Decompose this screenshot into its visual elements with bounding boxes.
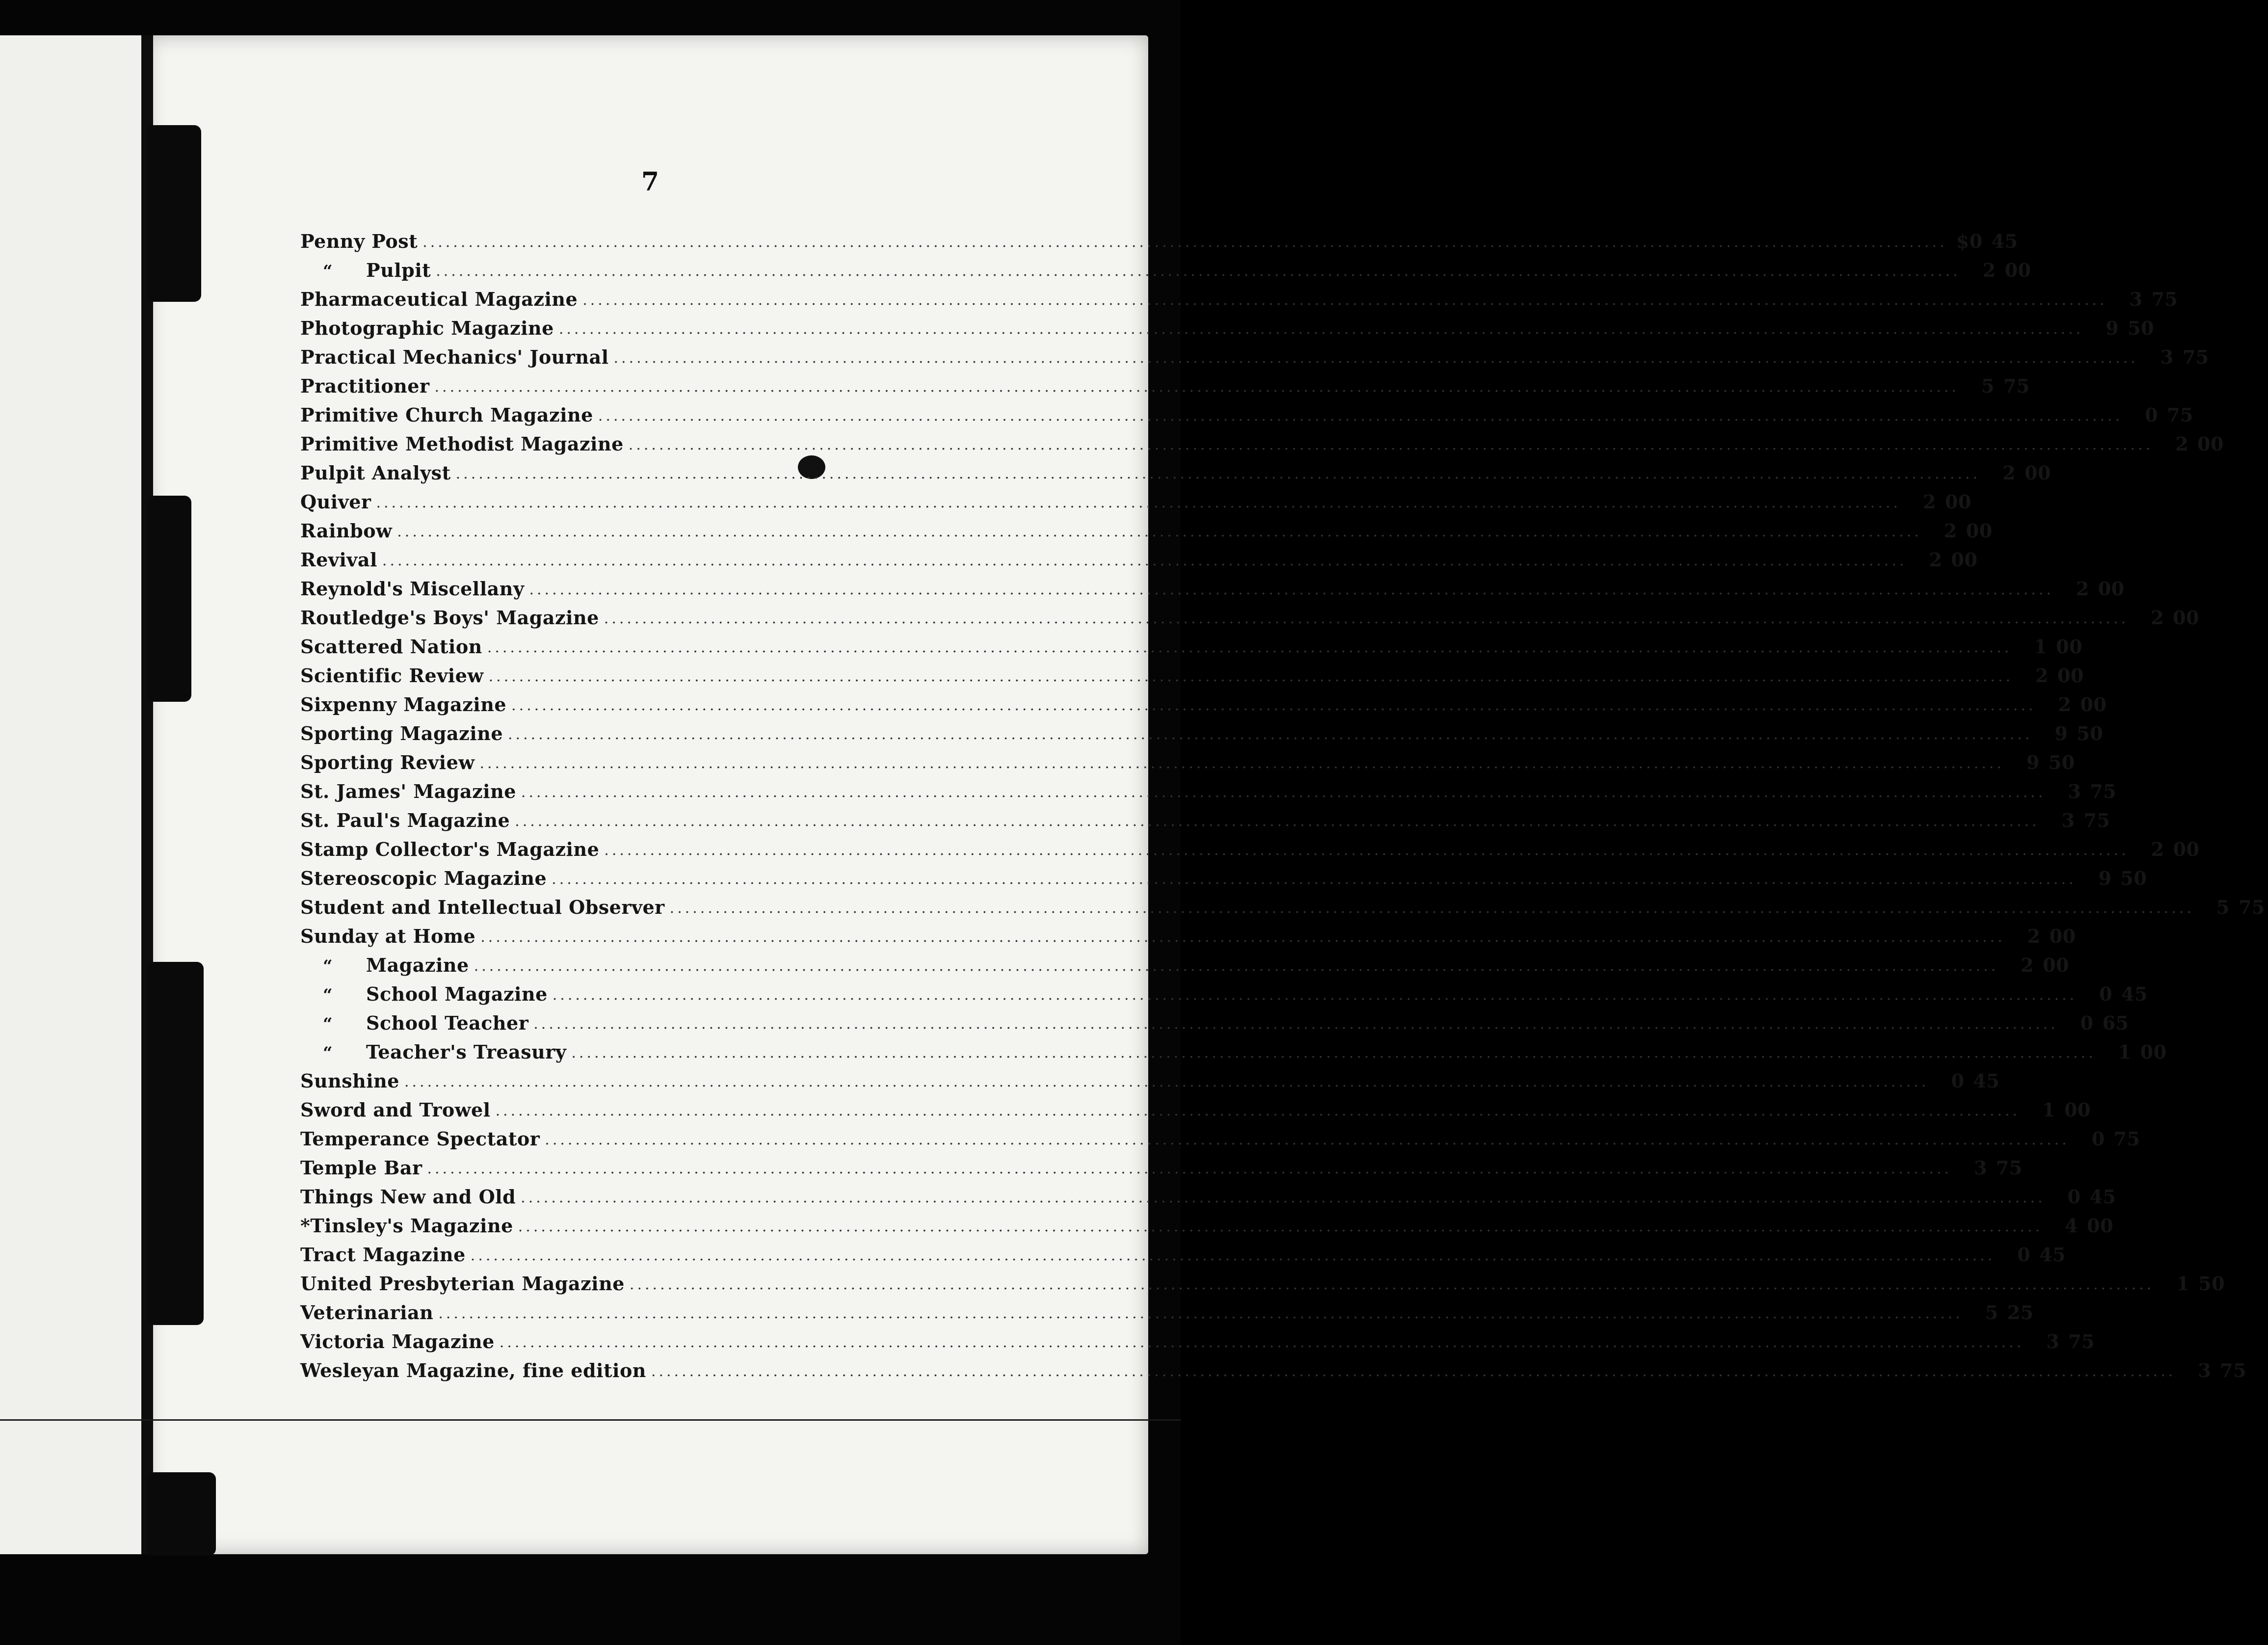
entry-title: School Teacher — [366, 1012, 529, 1034]
list-item — [300, 280, 2178, 310]
entry-title-group — [300, 840, 2136, 859]
price-dollars: 0 — [2145, 404, 2159, 426]
price-cents: 00 — [1945, 491, 1972, 513]
list-item — [300, 917, 2076, 947]
entry-title: Pharmaceutical Magazine — [300, 288, 578, 310]
dot-leader: ........................................................................................................................................................................................................ — [521, 1189, 2046, 1206]
list-item — [300, 1033, 2167, 1063]
entry-title-group — [300, 290, 2114, 309]
price-cents: 00 — [2049, 925, 2076, 947]
binding-tab — [147, 496, 191, 702]
price-dollars: 2 — [2027, 925, 2041, 947]
price-cents: 75 — [1996, 1157, 2023, 1179]
entry-title: Student and Intellectual Observer — [300, 896, 665, 918]
facing-page-strip — [0, 35, 142, 1554]
entry-title-group — [300, 1072, 1936, 1090]
price-dollars: 5 — [1981, 375, 1995, 397]
list-item — [300, 425, 2224, 455]
price-dollars: 3 — [2198, 1359, 2212, 1381]
entry-price — [2061, 580, 2128, 598]
entry-price — [2103, 1043, 2170, 1061]
ditto-mark: “ — [323, 1014, 333, 1034]
entry-title-group — [300, 1014, 2065, 1033]
list-item — [300, 309, 2154, 339]
price-dollars: 3 — [1974, 1157, 1987, 1179]
dot-leader: ........................................................................................................................................................................................................ — [529, 581, 2054, 598]
entry-title: Wesleyan Magazine, fine edition — [300, 1359, 646, 1381]
entry-title-group — [300, 1130, 2077, 1148]
price-cents: 50 — [2120, 867, 2147, 889]
binding-tab — [147, 1472, 216, 1556]
entry-price — [2012, 927, 2079, 946]
magazine-price-list — [300, 222, 2265, 1381]
price-dollars: 4 — [2065, 1215, 2078, 1237]
dot-leader: ........................................................................................................................................................................................................ — [604, 842, 2129, 859]
price-cents: 00 — [2098, 578, 2125, 600]
dot-leader: ........................................................................................................................................................................................................ — [511, 697, 2036, 714]
dot-leader: ........................................................................................................................................................................................................ — [470, 1247, 1996, 1264]
entry-price — [1936, 1072, 2003, 1090]
price-cents: 75 — [2167, 404, 2193, 426]
price-cents: 00 — [1951, 549, 1978, 571]
price-dollars: 3 — [2046, 1330, 2060, 1353]
entry-title-group — [300, 261, 1967, 280]
price-cents: 00 — [2057, 664, 2084, 687]
price-cents: 45 — [2089, 1186, 2116, 1208]
entry-title-group — [300, 666, 2020, 685]
dot-leader: ........................................................................................................................................................................................................ — [629, 1276, 2155, 1293]
price-dollars: 9 — [2098, 867, 2112, 889]
list-item — [300, 946, 2069, 976]
entry-title-group — [300, 1043, 2103, 1061]
entry-price — [1970, 1303, 2037, 1322]
entry-price — [1966, 377, 2033, 396]
entry-title: Stereoscopic Magazine — [300, 867, 547, 889]
entry-price — [2114, 290, 2181, 309]
list-item — [300, 1322, 2095, 1353]
price-cents: 75 — [2068, 1330, 2095, 1353]
entry-price — [1914, 551, 1980, 569]
list-item — [300, 1061, 2000, 1092]
list-item — [300, 1090, 2091, 1121]
entry-title: Primitive Church Magazine — [300, 404, 593, 426]
dot-leader: ........................................................................................................................................................................................................ — [479, 755, 2004, 772]
list-item — [300, 569, 2125, 600]
price-dollars: 2 — [1923, 491, 1936, 513]
entry-title: Scattered Nation — [300, 636, 482, 658]
price-cents: 00 — [2042, 954, 2069, 976]
entry-price — [2027, 1101, 2094, 1119]
dot-leader: ........................................................................................................................................................................................................ — [422, 234, 1948, 251]
entry-price — [2077, 1130, 2143, 1148]
price-cents: 45 — [1973, 1070, 2000, 1092]
list-item — [300, 367, 2030, 397]
entry-title-group — [300, 695, 2043, 714]
entry-title: Tract Magazine — [300, 1244, 466, 1266]
entry-title: Stamp Collector's Magazine — [300, 838, 600, 860]
page-number: 7 — [641, 167, 659, 197]
list-item — [300, 511, 1993, 542]
price-dollars: 2 — [2002, 462, 2016, 484]
entry-title-group — [300, 522, 1929, 540]
entry-title-group — [300, 898, 2201, 917]
entry-price — [2183, 1361, 2249, 1380]
entry-price — [2161, 1274, 2228, 1293]
list-item — [300, 888, 2265, 918]
dot-leader: ........................................................................................................................................................................................................ — [382, 552, 1907, 569]
entry-price — [2043, 695, 2110, 714]
list-item — [300, 859, 2147, 889]
entry-title: Sunday at Home — [300, 925, 476, 947]
entry-title-group — [300, 580, 2061, 598]
list-item — [300, 598, 2199, 629]
price-cents: 00 — [2080, 693, 2107, 716]
price-dollars: 3 — [2061, 809, 2075, 831]
price-dollars: 2 — [2035, 664, 2049, 687]
entry-title: United Presbyterian Magazine — [300, 1273, 625, 1295]
price-dollars: 3 — [2160, 346, 2174, 368]
dot-leader: ........................................................................................................................................................................................................ — [521, 784, 2046, 801]
price-cents: 75 — [2238, 896, 2265, 918]
entry-price — [2130, 406, 2196, 425]
list-item — [300, 1235, 2066, 1266]
entry-title-group — [300, 1246, 2002, 1264]
entry-title-group — [300, 1101, 2027, 1119]
price-dollars: 5 — [2216, 896, 2230, 918]
list-item — [300, 222, 2018, 252]
entry-title: Revival — [300, 549, 377, 571]
list-item — [300, 338, 2209, 368]
entry-title-group — [300, 782, 2053, 801]
price-dollars: 2 — [2020, 954, 2034, 976]
list-item — [300, 1148, 2023, 1179]
price-dollars: 2 — [2151, 838, 2164, 860]
price-cents: 00 — [2087, 1215, 2113, 1237]
price-dollars: 3 — [2068, 780, 2082, 802]
entry-title: Victoria Magazine — [300, 1330, 495, 1353]
entry-title: Primitive Methodist Magazine — [300, 433, 624, 455]
dot-leader: ........................................................................................................................................................................................................ — [518, 1218, 2043, 1235]
entry-title-group — [300, 869, 2083, 888]
entry-price — [1959, 1159, 2026, 1177]
entry-title-group — [300, 724, 2039, 743]
list-item — [300, 1177, 2116, 1208]
list-item — [300, 396, 2193, 426]
entry-title-group — [300, 1188, 2052, 1206]
list-item — [300, 772, 2117, 802]
price-dollars: 1 — [2118, 1041, 2132, 1063]
dot-leader: ........................................................................................................................................................................................................ — [404, 1073, 1929, 1090]
entry-price — [2090, 319, 2157, 338]
price-dollars: 2 — [2175, 433, 2189, 455]
price-dollars: 2 — [2058, 693, 2072, 716]
price-dollars: 9 — [2106, 317, 2119, 339]
list-item — [300, 830, 2200, 860]
entry-title-group — [300, 1274, 2161, 1293]
entry-price — [2136, 840, 2203, 859]
entry-price — [2039, 724, 2106, 743]
list-item — [300, 685, 2107, 716]
price-dollars: 1 — [2042, 1099, 2056, 1121]
ditto-mark: “ — [323, 956, 333, 976]
entry-price — [2160, 435, 2227, 453]
entry-title-group — [300, 811, 2046, 830]
entry-price — [2083, 869, 2150, 888]
entry-title-group — [300, 1159, 1959, 1177]
price-cents: 00 — [2004, 259, 2031, 281]
price-dollars: $0 — [1956, 230, 1983, 252]
ditto-mark: “ — [323, 262, 333, 281]
entry-title-group — [300, 637, 2019, 656]
price-cents: 65 — [2102, 1012, 2129, 1034]
entry-title: St. Paul's Magazine — [300, 809, 510, 831]
price-cents: 50 — [2198, 1273, 2225, 1295]
dot-leader: ........................................................................................................................................................................................................ — [455, 465, 1980, 482]
price-dollars: 2 — [2076, 578, 2089, 600]
entry-title-group — [300, 956, 2005, 975]
price-dollars: 5 — [1985, 1301, 1999, 1324]
entry-title-group — [300, 406, 2130, 425]
price-dollars: 9 — [2026, 751, 2040, 773]
entry-price — [2084, 985, 2151, 1004]
dot-leader: ........................................................................................................................................................................................................ — [495, 1102, 2020, 1119]
price-dollars: 2 — [1944, 520, 1957, 542]
price-cents: 75 — [2113, 1128, 2140, 1150]
price-cents: 75 — [2182, 346, 2209, 368]
entry-title: Pulpit Analyst — [300, 462, 451, 484]
list-item — [300, 1293, 2034, 1324]
entry-price — [2011, 753, 2078, 772]
dot-leader: ........................................................................................................................................................................................................ — [651, 1363, 2176, 1380]
entry-price — [1929, 522, 1996, 540]
price-cents: 00 — [2173, 838, 2200, 860]
list-item — [300, 627, 2083, 658]
entry-price — [2065, 1014, 2132, 1033]
dot-leader: ........................................................................................................................................................................................................ — [598, 407, 2123, 425]
entry-title: Practitioner — [300, 375, 430, 397]
price-cents: 75 — [2083, 809, 2110, 831]
price-cents: 00 — [2056, 636, 2083, 658]
entry-title-group — [300, 377, 1966, 396]
price-dollars: 0 — [1951, 1070, 1965, 1092]
entry-title: St. James' Magazine — [300, 780, 516, 802]
entry-title-group — [300, 551, 1914, 569]
entry-price — [2052, 1188, 2119, 1206]
entry-title: Photographic Magazine — [300, 317, 554, 339]
page-bottom-rule — [0, 1419, 1181, 1421]
entry-title-group — [300, 1332, 2031, 1351]
entry-price — [2020, 666, 2087, 685]
price-dollars: 2 — [2151, 607, 2164, 629]
entry-price — [1967, 261, 2034, 280]
entry-title-group — [300, 464, 1987, 482]
entry-title-group — [300, 493, 1908, 511]
price-cents: 75 — [2090, 780, 2117, 802]
price-cents: 00 — [2024, 462, 2051, 484]
dot-leader: ........................................................................................................................................................................................................ — [488, 668, 2013, 685]
entry-price — [2046, 811, 2113, 830]
dot-leader: ........................................................................................................................................................................................................ — [427, 1160, 1952, 1177]
dot-leader: ........................................................................................................................................................................................................ — [582, 292, 2108, 309]
list-item — [300, 1004, 2129, 1034]
entry-title-group — [300, 1361, 2183, 1380]
price-dollars: 2 — [1929, 549, 1943, 571]
entry-title: Pulpit — [366, 259, 431, 281]
list-item — [300, 801, 2110, 831]
dot-leader: ........................................................................................................................................................................................................ — [474, 957, 1999, 975]
entry-title: Reynold's Miscellany — [300, 578, 525, 600]
price-cents: 00 — [2197, 433, 2224, 455]
dot-leader: ........................................................................................................................................................................................................ — [438, 1305, 1963, 1322]
entry-title: Sporting Review — [300, 751, 475, 773]
price-cents: 75 — [2151, 288, 2178, 310]
list-item — [300, 1351, 2247, 1381]
price-cents: 50 — [2128, 317, 2154, 339]
price-cents: 50 — [2077, 722, 2104, 744]
dot-leader: ........................................................................................................................................................................................................ — [552, 871, 2077, 888]
list-item — [300, 1119, 2140, 1150]
dot-leader: ........................................................................................................................................................................................................ — [571, 1044, 2096, 1061]
dot-leader: ........................................................................................................................................................................................................ — [376, 494, 1901, 511]
dot-leader: ........................................................................................................................................................................................................ — [558, 320, 2084, 338]
price-dollars: 1 — [2034, 636, 2048, 658]
entry-title-group — [300, 435, 2160, 453]
entry-price — [1987, 464, 2054, 482]
list-item — [300, 1264, 2225, 1295]
entry-price — [1908, 493, 1975, 511]
entry-title: Practical Mechanics' Journal — [300, 346, 609, 368]
price-dollars: 0 — [2099, 983, 2112, 1005]
price-cents: 25 — [2007, 1301, 2034, 1324]
entry-price — [2031, 1332, 2098, 1351]
entry-title: Temperance Spectator — [300, 1128, 540, 1150]
dot-leader: ........................................................................................................................................................................................................ — [669, 900, 2194, 917]
dot-leader: ........................................................................................................................................................................................................ — [508, 726, 2033, 743]
dot-leader: ........................................................................................................................................................................................................ — [628, 436, 2154, 453]
entry-title: *Tinsley's Magazine — [300, 1215, 513, 1237]
entry-title: Things New and Old — [300, 1186, 516, 1208]
entry-title-group — [300, 348, 2145, 367]
price-cents: 75 — [2220, 1359, 2247, 1381]
price-dollars: 0 — [2091, 1128, 2105, 1150]
list-item — [300, 975, 2148, 1005]
price-dollars: 0 — [2067, 1186, 2081, 1208]
price-cents: 75 — [2003, 375, 2030, 397]
entry-title: Teacher's Treasury — [366, 1041, 567, 1063]
entry-title-group — [300, 985, 2084, 1004]
entry-price — [2019, 637, 2085, 656]
entry-title-group — [300, 1217, 2050, 1235]
entry-price — [2053, 782, 2119, 801]
entry-title-group — [300, 319, 2090, 338]
entry-price — [2145, 348, 2212, 367]
dot-leader: ........................................................................................................................................................................................................ — [613, 349, 2138, 367]
entry-title: Sword and Trowel — [300, 1099, 491, 1121]
ditto-mark: “ — [323, 985, 333, 1005]
entry-title-group — [300, 927, 2012, 946]
list-item — [300, 656, 2084, 687]
dot-leader: ........................................................................................................................................................................................................ — [533, 1015, 2058, 1033]
dot-leader: ........................................................................................................................................................................................................ — [552, 986, 2077, 1004]
entry-title-group — [300, 609, 2136, 627]
entry-price — [2005, 956, 2072, 975]
list-item — [300, 453, 2051, 484]
entry-title: Sixpenny Magazine — [300, 693, 507, 716]
price-cents: 45 — [2039, 1244, 2066, 1266]
entry-title: Rainbow — [300, 520, 393, 542]
entry-price — [2050, 1217, 2116, 1235]
entry-title: Sporting Magazine — [300, 722, 503, 744]
price-cents: 00 — [1966, 520, 1993, 542]
price-dollars: 2 — [1982, 259, 1996, 281]
dot-leader: ........................................................................................................................................................................................................ — [487, 639, 2012, 656]
price-cents: 45 — [2121, 983, 2148, 1005]
dot-leader: ........................................................................................................................................................................................................ — [434, 378, 1959, 396]
entry-title: Sunshine — [300, 1070, 399, 1092]
entry-title: Routledge's Boys' Magazine — [300, 607, 599, 629]
price-dollars: 9 — [2055, 722, 2068, 744]
list-item — [300, 714, 2104, 744]
list-item — [300, 743, 2075, 773]
entry-price — [2136, 609, 2202, 627]
list-item — [300, 540, 1978, 571]
entry-title: Quiver — [300, 491, 371, 513]
dot-leader: ........................................................................................................................................................................................................ — [397, 523, 1922, 540]
entry-title: Temple Bar — [300, 1157, 422, 1179]
dot-leader: ........................................................................................................................................................................................................ — [545, 1131, 2070, 1148]
dot-leader: ........................................................................................................................................................................................................ — [515, 813, 2040, 830]
price-dollars: 1 — [2176, 1273, 2190, 1295]
entry-title: Veterinarian — [300, 1301, 434, 1324]
entry-price — [1954, 232, 2021, 251]
dot-leader: ........................................................................................................................................................................................................ — [604, 610, 2129, 627]
entry-title-group — [300, 232, 1954, 251]
price-cents: 00 — [2140, 1041, 2167, 1063]
list-item — [300, 482, 1972, 513]
price-dollars: 0 — [2080, 1012, 2094, 1034]
binding-tab — [147, 125, 201, 302]
dot-leader: ........................................................................................................................................................................................................ — [499, 1334, 2025, 1351]
binding-tab — [147, 962, 204, 1325]
entry-title-group — [300, 1303, 1970, 1322]
price-cents: 00 — [2173, 607, 2199, 629]
entry-title: School Magazine — [366, 983, 548, 1005]
list-item — [300, 1206, 2113, 1237]
dot-leader: ........................................................................................................................................................................................................ — [480, 929, 2005, 946]
price-dollars: 3 — [2129, 288, 2143, 310]
price-cents: 00 — [2064, 1099, 2091, 1121]
dot-leader: ........................................................................................................................................................................................................ — [436, 263, 1961, 280]
entry-title-group — [300, 753, 2011, 772]
price-dollars: 0 — [2017, 1244, 2031, 1266]
entry-price — [2002, 1246, 2069, 1264]
price-cents: 50 — [2048, 751, 2075, 773]
entry-title: Penny Post — [300, 230, 418, 252]
entry-price — [2201, 898, 2268, 917]
entry-title: Scientific Review — [300, 664, 484, 687]
ditto-mark: “ — [323, 1043, 333, 1063]
list-item — [300, 251, 2031, 281]
entry-title: Magazine — [366, 954, 469, 976]
price-cents: 45 — [1991, 230, 2018, 252]
